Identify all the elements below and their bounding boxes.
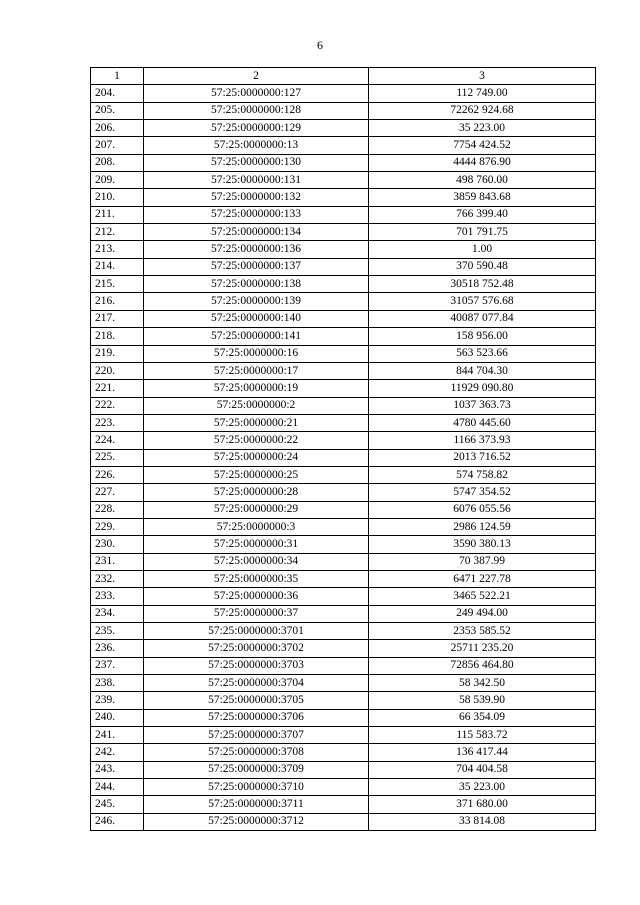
cadastral-value: 1166 373.93 [369, 432, 596, 449]
table-row [91, 744, 596, 761]
header-col-2: 2 [144, 68, 369, 85]
cadastral-value: 112 749.00 [369, 85, 596, 102]
cadastral-number: 57:25:0000000:3705 [144, 692, 369, 709]
cadastral-value: 66 354.09 [369, 709, 596, 726]
cadastral-value: 4780 445.60 [369, 414, 596, 431]
cadastral-number: 57:25:0000000:3710 [144, 779, 369, 796]
table-row [91, 449, 596, 466]
cadastral-number: 57:25:0000000:35 [144, 570, 369, 587]
row-number: 221. [91, 380, 144, 397]
table-row [91, 692, 596, 709]
table-row [91, 640, 596, 657]
cadastral-value: 6471 227.78 [369, 570, 596, 587]
table-row [91, 605, 596, 622]
cadastral-number: 57:25:0000000:132 [144, 189, 369, 206]
row-number: 234. [91, 605, 144, 622]
cadastral-value: 6076 055.56 [369, 501, 596, 518]
table-row [91, 362, 596, 379]
cadastral-number: 57:25:0000000:31 [144, 536, 369, 553]
row-number: 207. [91, 137, 144, 154]
cadastral-number: 57:25:0000000:137 [144, 258, 369, 275]
table-row [91, 779, 596, 796]
row-number: 238. [91, 675, 144, 692]
table-row [91, 466, 596, 483]
cadastral-value: 563 523.66 [369, 345, 596, 362]
cadastral-number: 57:25:0000000:24 [144, 449, 369, 466]
table-row [91, 241, 596, 258]
row-number: 210. [91, 189, 144, 206]
cadastral-number: 57:25:0000000:3703 [144, 657, 369, 674]
table-row [91, 623, 596, 640]
table-row [91, 657, 596, 674]
cadastral-number: 57:25:0000000:3701 [144, 623, 369, 640]
table-row [91, 328, 596, 345]
row-number: 232. [91, 570, 144, 587]
cadastral-number: 57:25:0000000:133 [144, 206, 369, 223]
table-row [91, 501, 596, 518]
cadastral-value: 766 399.40 [369, 206, 596, 223]
cadastral-number: 57:25:0000000:141 [144, 328, 369, 345]
table-row [91, 137, 596, 154]
cadastral-number: 57:25:0000000:3 [144, 518, 369, 535]
table-row [91, 570, 596, 587]
row-number: 237. [91, 657, 144, 674]
cadastral-number: 57:25:0000000:3711 [144, 796, 369, 813]
row-number: 206. [91, 120, 144, 137]
table-row [91, 172, 596, 189]
table-row [91, 553, 596, 570]
cadastral-value: 5747 354.52 [369, 484, 596, 501]
cadastral-value: 58 342.50 [369, 675, 596, 692]
cadastral-value: 2013 716.52 [369, 449, 596, 466]
cadastral-number: 57:25:0000000:13 [144, 137, 369, 154]
row-number: 233. [91, 588, 144, 605]
row-number: 242. [91, 744, 144, 761]
cadastral-number: 57:25:0000000:3709 [144, 761, 369, 778]
row-number: 243. [91, 761, 144, 778]
cadastral-value-table [90, 67, 596, 831]
cadastral-value: 4444 876.90 [369, 154, 596, 171]
row-number: 217. [91, 310, 144, 327]
cadastral-number: 57:25:0000000:140 [144, 310, 369, 327]
table-body [91, 85, 596, 831]
cadastral-value: 40087 077.84 [369, 310, 596, 327]
header-row [91, 68, 596, 85]
cadastral-number: 57:25:0000000:130 [144, 154, 369, 171]
cadastral-number: 57:25:0000000:37 [144, 605, 369, 622]
header-col-3: 3 [369, 68, 596, 85]
cadastral-value: 498 760.00 [369, 172, 596, 189]
cadastral-value: 35 223.00 [369, 779, 596, 796]
cadastral-value: 2986 124.59 [369, 518, 596, 535]
table-row [91, 484, 596, 501]
cadastral-value: 844 704.30 [369, 362, 596, 379]
cadastral-value: 370 590.48 [369, 258, 596, 275]
table-row [91, 414, 596, 431]
cadastral-number: 57:25:0000000:34 [144, 553, 369, 570]
row-number: 225. [91, 449, 144, 466]
cadastral-value: 30518 752.48 [369, 276, 596, 293]
table-row [91, 258, 596, 275]
cadastral-number: 57:25:0000000:3708 [144, 744, 369, 761]
cadastral-number: 57:25:0000000:128 [144, 102, 369, 119]
row-number: 229. [91, 518, 144, 535]
table-row [91, 761, 596, 778]
table-row [91, 727, 596, 744]
row-number: 228. [91, 501, 144, 518]
row-number: 230. [91, 536, 144, 553]
table-row [91, 310, 596, 327]
table-row [91, 588, 596, 605]
cadastral-number: 57:25:0000000:25 [144, 466, 369, 483]
cadastral-number: 57:25:0000000:22 [144, 432, 369, 449]
row-number: 227. [91, 484, 144, 501]
row-number: 241. [91, 727, 144, 744]
row-number: 213. [91, 241, 144, 258]
cadastral-value: 7754 424.52 [369, 137, 596, 154]
cadastral-number: 57:25:0000000:17 [144, 362, 369, 379]
row-number: 204. [91, 85, 144, 102]
row-number: 226. [91, 466, 144, 483]
table-header [91, 68, 596, 85]
cadastral-number: 57:25:0000000:2 [144, 397, 369, 414]
cadastral-value: 1.00 [369, 241, 596, 258]
cadastral-value: 31057 576.68 [369, 293, 596, 310]
cadastral-value: 1037 363.73 [369, 397, 596, 414]
cadastral-number: 57:25:0000000:3702 [144, 640, 369, 657]
table-row [91, 709, 596, 726]
row-number: 208. [91, 154, 144, 171]
cadastral-value: 35 223.00 [369, 120, 596, 137]
table-row [91, 345, 596, 362]
cadastral-value: 3465 522.21 [369, 588, 596, 605]
row-number: 236. [91, 640, 144, 657]
cadastral-number: 57:25:0000000:16 [144, 345, 369, 362]
page-number: 6 [317, 38, 323, 52]
row-number: 209. [91, 172, 144, 189]
row-number: 231. [91, 553, 144, 570]
cadastral-number: 57:25:0000000:134 [144, 224, 369, 241]
cadastral-value: 158 956.00 [369, 328, 596, 345]
cadastral-value: 72856 464.80 [369, 657, 596, 674]
cadastral-value: 3590 380.13 [369, 536, 596, 553]
cadastral-number: 57:25:0000000:19 [144, 380, 369, 397]
row-number: 205. [91, 102, 144, 119]
row-number: 224. [91, 432, 144, 449]
table-row [91, 813, 596, 830]
cadastral-value: 701 791.75 [369, 224, 596, 241]
cadastral-number: 57:25:0000000:3704 [144, 675, 369, 692]
table-row [91, 224, 596, 241]
cadastral-value: 25711 235.20 [369, 640, 596, 657]
row-number: 220. [91, 362, 144, 379]
header-col-1: 1 [91, 68, 144, 85]
cadastral-number: 57:25:0000000:129 [144, 120, 369, 137]
table-row [91, 102, 596, 119]
row-number: 245. [91, 796, 144, 813]
table-row [91, 189, 596, 206]
row-number: 223. [91, 414, 144, 431]
cadastral-value: 33 814.08 [369, 813, 596, 830]
row-number: 214. [91, 258, 144, 275]
cadastral-value: 70 387.99 [369, 553, 596, 570]
cadastral-number: 57:25:0000000:3707 [144, 727, 369, 744]
cadastral-value: 72262 924.68 [369, 102, 596, 119]
table-row [91, 206, 596, 223]
table-row [91, 432, 596, 449]
cadastral-value: 704 404.58 [369, 761, 596, 778]
row-number: 244. [91, 779, 144, 796]
cadastral-number: 57:25:0000000:136 [144, 241, 369, 258]
table-row [91, 293, 596, 310]
cadastral-number: 57:25:0000000:139 [144, 293, 369, 310]
table-row [91, 154, 596, 171]
cadastral-value: 58 539.90 [369, 692, 596, 709]
cadastral-value: 115 583.72 [369, 727, 596, 744]
cadastral-number: 57:25:0000000:131 [144, 172, 369, 189]
row-number: 211. [91, 206, 144, 223]
table-row [91, 536, 596, 553]
row-number: 246. [91, 813, 144, 830]
cadastral-value: 11929 090.80 [369, 380, 596, 397]
row-number: 218. [91, 328, 144, 345]
cadastral-number: 57:25:0000000:21 [144, 414, 369, 431]
table-row [91, 796, 596, 813]
cadastral-number: 57:25:0000000:29 [144, 501, 369, 518]
table-row [91, 85, 596, 102]
row-number: 216. [91, 293, 144, 310]
cadastral-value: 3859 843.68 [369, 189, 596, 206]
row-number: 222. [91, 397, 144, 414]
table-row [91, 518, 596, 535]
cadastral-number: 57:25:0000000:127 [144, 85, 369, 102]
row-number: 240. [91, 709, 144, 726]
row-number: 215. [91, 276, 144, 293]
row-number: 235. [91, 623, 144, 640]
cadastral-value: 2353 585.52 [369, 623, 596, 640]
cadastral-number: 57:25:0000000:36 [144, 588, 369, 605]
row-number: 239. [91, 692, 144, 709]
row-number: 219. [91, 345, 144, 362]
table-row [91, 397, 596, 414]
cadastral-value: 574 758.82 [369, 466, 596, 483]
row-number: 212. [91, 224, 144, 241]
cadastral-number: 57:25:0000000:138 [144, 276, 369, 293]
cadastral-value: 249 494.00 [369, 605, 596, 622]
cadastral-number: 57:25:0000000:3706 [144, 709, 369, 726]
cadastral-value: 371 680.00 [369, 796, 596, 813]
cadastral-number: 57:25:0000000:28 [144, 484, 369, 501]
table-row [91, 120, 596, 137]
table-row [91, 380, 596, 397]
cadastral-number: 57:25:0000000:3712 [144, 813, 369, 830]
table-row [91, 675, 596, 692]
table-row [91, 276, 596, 293]
cadastral-value: 136 417.44 [369, 744, 596, 761]
